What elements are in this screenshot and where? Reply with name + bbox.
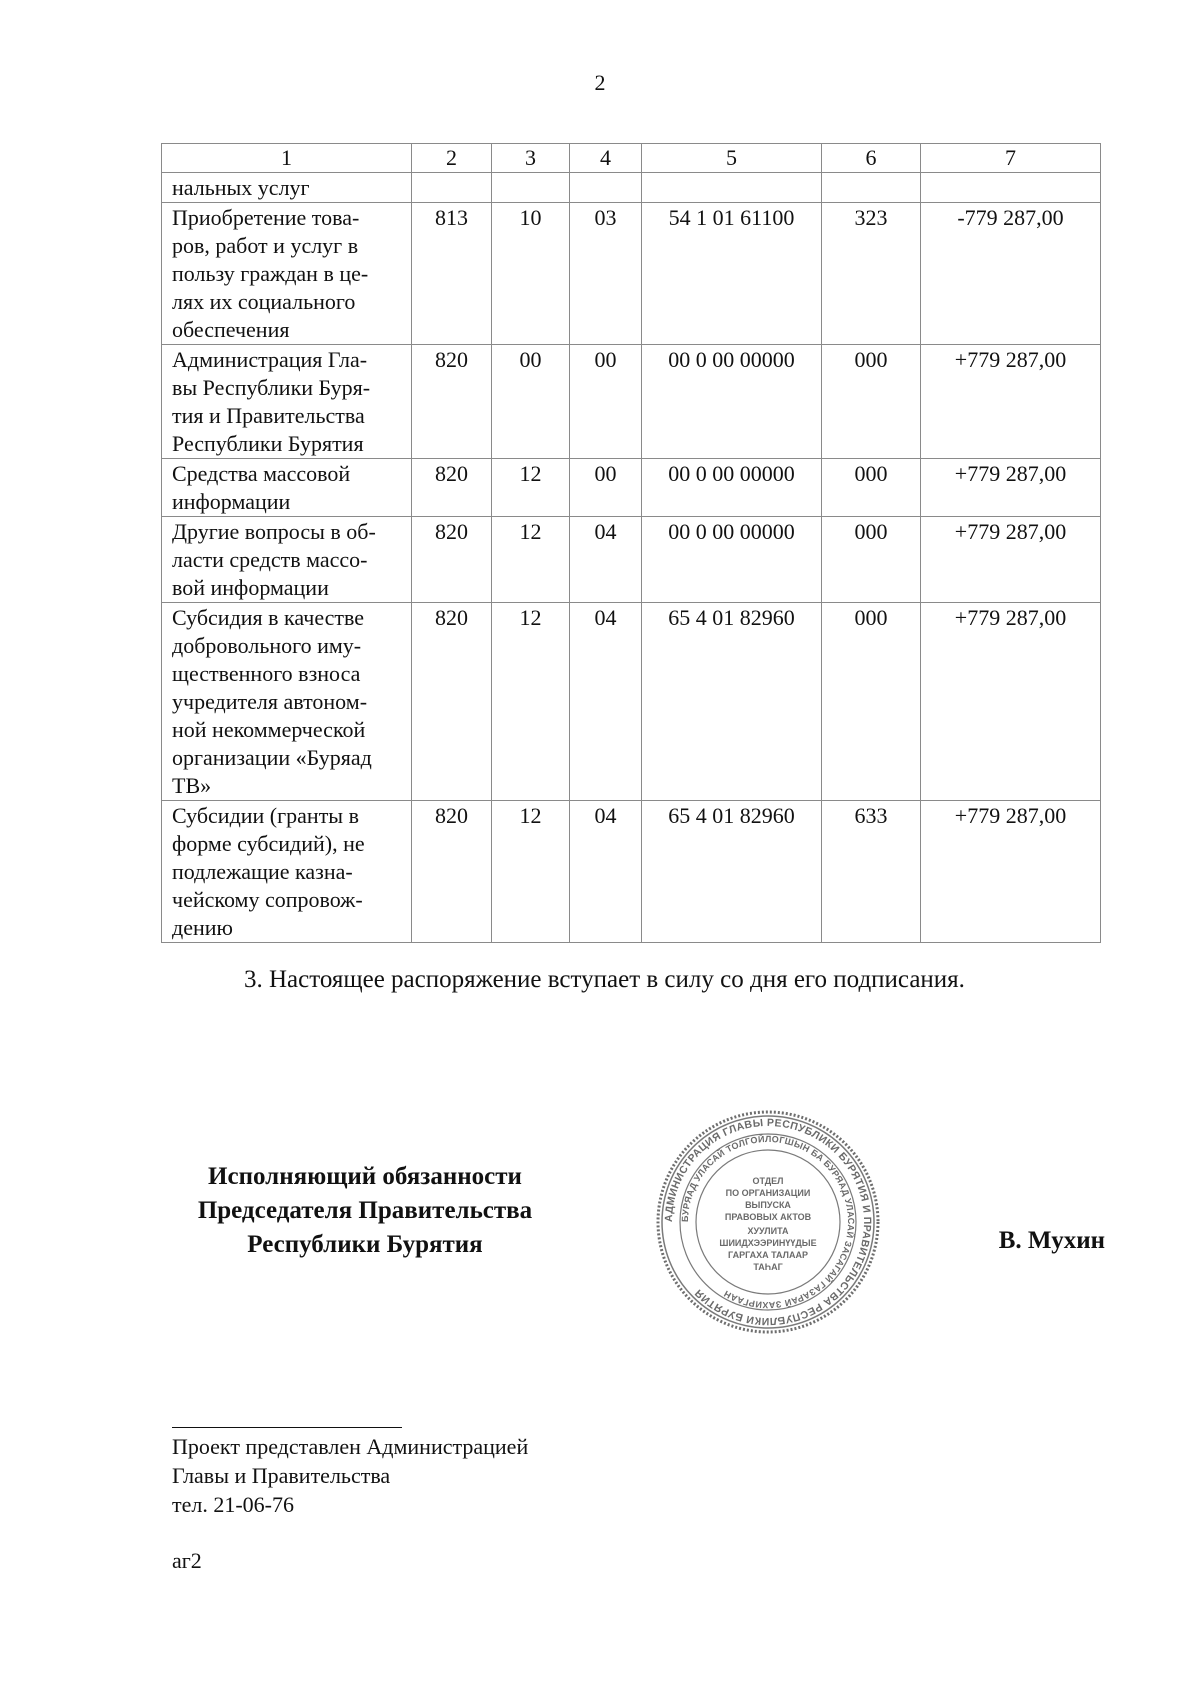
table-cell-c7: +779 287,00 (921, 459, 1101, 517)
signer-position-line: Исполняющий обязанности (208, 1163, 522, 1190)
table-cell-c4: 00 (570, 459, 642, 517)
row-name-line: Республики Бурятия (172, 431, 364, 456)
seal-center-line: ПО ОРГАНИЗАЦИИ (725, 1188, 811, 1198)
page-number: 2 (594, 70, 606, 95)
table-cell-c4: 03 (570, 203, 642, 345)
row-name-line: пользу граждан в це- (172, 261, 369, 286)
table-cell (921, 173, 1101, 203)
table-cell-c7: +779 287,00 (921, 345, 1101, 459)
row-name-line: информации (172, 489, 291, 514)
table-cell-c7: -779 287,00 (921, 203, 1101, 345)
table-cell-c6: 000 (822, 517, 921, 603)
row-name-line: дению (172, 915, 233, 940)
document-code: аг2 (172, 1548, 202, 1573)
table-cell-c6: 633 (822, 801, 921, 943)
table-cell-c3: 00 (492, 345, 570, 459)
footnote-divider (172, 1427, 402, 1428)
table-cell (412, 173, 492, 203)
table-row (162, 203, 1101, 345)
official-seal (654, 1108, 882, 1336)
table-row (162, 603, 1101, 801)
seal-center-line: ВЫПУСКА (745, 1200, 791, 1210)
table-row (162, 517, 1101, 603)
row-name-cell (162, 459, 412, 517)
row-name-line: учредителя автоном- (172, 689, 368, 714)
seal-center-line: ШИИДХЭЭРИНҮҮДЫЕ (719, 1238, 817, 1248)
row-name-cell (162, 203, 412, 345)
footnote-line: Главы и Правительства (172, 1463, 391, 1488)
col-header: 6 (822, 144, 921, 173)
table-cell-c2: 820 (412, 517, 492, 603)
clause-3: 3. Настоящее распоряжение вступает в силу со дня его подписания. (244, 966, 965, 993)
seal-center-line: ПРАВОВЫХ АКТОВ (724, 1212, 812, 1222)
seal-outer-text: АДМИНИСТРАЦИЯ ГЛАВЫ РЕСПУБЛИКИ БУРЯТИЯ И ПРАВИТЕЛЬСТВА РЕСПУБЛИКИ БУРЯТИЯ (662, 1116, 874, 1328)
row-name-line: организации «Буряад (172, 745, 372, 770)
row-name-line: вы Республики Буря- (172, 375, 371, 400)
table-cell-c2: 820 (412, 603, 492, 801)
table-cell-c2: 820 (412, 801, 492, 943)
table-row (162, 459, 1101, 517)
row-name-cell: нальных услуг (162, 173, 412, 203)
table-cell-c4: 04 (570, 801, 642, 943)
svg-text:АДМИНИСТРАЦИЯ ГЛАВЫ РЕСПУБЛИКИ (663, 1117, 873, 1327)
table-cell-c6: 000 (822, 603, 921, 801)
col-header: 4 (570, 144, 642, 173)
row-name-line: форме субсидий), не (172, 831, 365, 856)
seal-center-line: ТАҺАГ (753, 1262, 783, 1272)
row-name-line: Администрация Гла- (172, 347, 368, 372)
seal-center-line: ХУУЛИТА (747, 1226, 789, 1236)
row-name-cell (162, 603, 412, 801)
seal-center-line: ГАРГАХА ТАЛААР (728, 1250, 808, 1260)
table-cell-c7: +779 287,00 (921, 603, 1101, 801)
table-cell-c6: 000 (822, 459, 921, 517)
table-cell-c3: 10 (492, 203, 570, 345)
row-name-line: ной некоммерческой (172, 717, 366, 742)
signer-position-line: Республики Бурятия (247, 1231, 483, 1258)
footnote-line: тел. 21-06-76 (172, 1492, 295, 1517)
col-header: 2 (412, 144, 492, 173)
row-name-line: вой информации (172, 575, 329, 600)
signer-name: В. Мухин (998, 1227, 1105, 1254)
row-name-cell (162, 517, 412, 603)
table-cell-c2: 820 (412, 345, 492, 459)
row-name-line: чейскому сопровож- (172, 887, 363, 912)
table-cell-c2: 813 (412, 203, 492, 345)
table-cell-c3: 12 (492, 517, 570, 603)
row-name-line: Субсидия в качестве (172, 605, 365, 630)
row-name-line: тия и Правительства (172, 403, 365, 428)
table-cell-c4: 04 (570, 517, 642, 603)
table-cell-c5: 00 0 00 00000 (642, 517, 822, 603)
table-header-row (162, 144, 1101, 173)
table-cell-c6: 323 (822, 203, 921, 345)
table-cell-c3: 12 (492, 459, 570, 517)
table-row (162, 345, 1101, 459)
footnote-line: Проект представлен Администрацией (172, 1434, 529, 1459)
table-cell-c5: 54 1 01 61100 (642, 203, 822, 345)
table-cell-c7: +779 287,00 (921, 801, 1101, 943)
col-header: 7 (921, 144, 1101, 173)
row-name-line: лях их социального (172, 289, 356, 314)
row-name-line: Другие вопросы в об- (172, 519, 376, 544)
seal-inner-text: БУРЯАД УЛАСАЙ ТОЛГОЙЛОГШЫН БА БУРЯАД УЛАСАЙ ЗАСАГАЙ ГАЗАРАЙ ЗАХИРГААН (679, 1133, 857, 1311)
row-name-line: подлежащие казна- (172, 859, 353, 884)
row-name-line: Средства массовой (172, 461, 351, 486)
table-cell-c6: 000 (822, 345, 921, 459)
table-cell-c5: 65 4 01 82960 (642, 603, 822, 801)
row-name-line: щественного взноса (172, 661, 361, 686)
table-cell-c3: 12 (492, 603, 570, 801)
signer-position (160, 1160, 570, 1262)
table-cell (822, 173, 921, 203)
row-name-line: Приобретение това- (172, 205, 360, 230)
table-cell (492, 173, 570, 203)
table-cell-c3: 12 (492, 801, 570, 943)
row-name-line: обеспечения (172, 317, 290, 342)
table-cell-c4: 00 (570, 345, 642, 459)
table-cell (570, 173, 642, 203)
row-name-line: Субсидии (гранты в (172, 803, 359, 828)
table-cell-c7: +779 287,00 (921, 517, 1101, 603)
row-name-line: добровольного иму- (172, 633, 362, 658)
footnote (172, 1432, 772, 1519)
row-name-line: ласти средств массо- (172, 547, 368, 572)
table-cell-c5: 00 0 00 00000 (642, 345, 822, 459)
table-cell-c5: 65 4 01 82960 (642, 801, 822, 943)
row-name-line: ров, работ и услуг в (172, 233, 359, 258)
row-name-cell (162, 801, 412, 943)
table-cell (642, 173, 822, 203)
col-header: 1 (162, 144, 412, 173)
seal-center-line: ОТДЕЛ (752, 1176, 784, 1186)
col-header: 3 (492, 144, 570, 173)
budget-table (161, 143, 1101, 943)
row-name-cell (162, 345, 412, 459)
row-name-line: ТВ» (172, 773, 212, 798)
table-cell-c5: 00 0 00 00000 (642, 459, 822, 517)
signer-position-line: Председателя Правительства (197, 1197, 533, 1224)
table-cell-c4: 04 (570, 603, 642, 801)
table-row-continuation (162, 173, 1101, 203)
col-header: 5 (642, 144, 822, 173)
table-row (162, 801, 1101, 943)
table-cell-c2: 820 (412, 459, 492, 517)
